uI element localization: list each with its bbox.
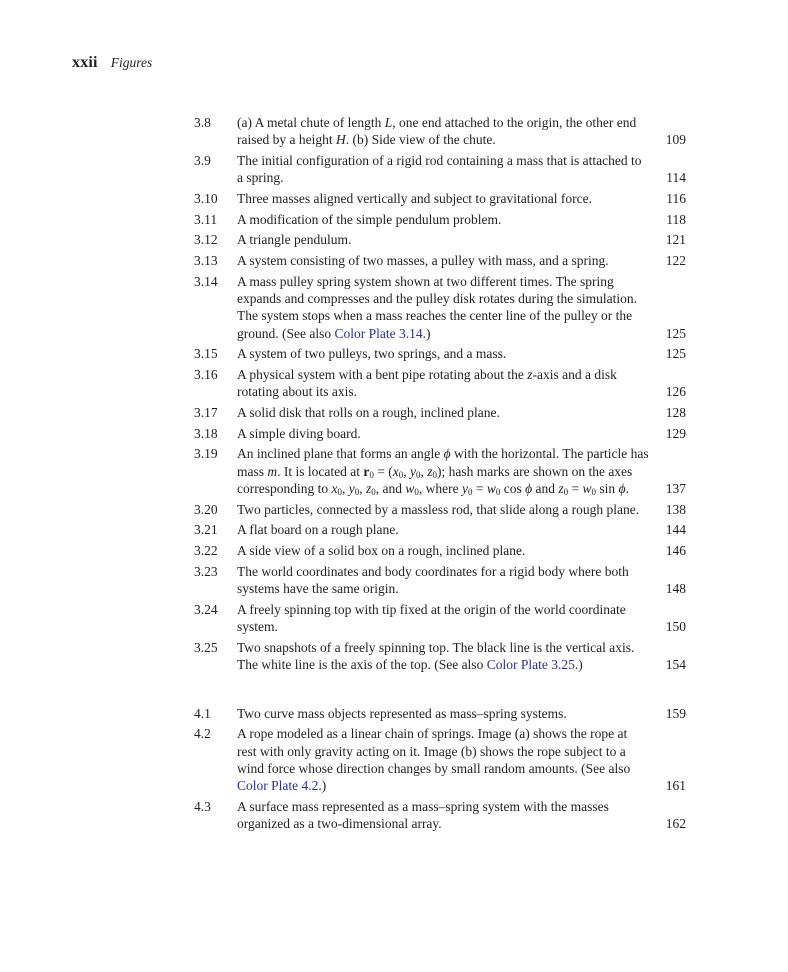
figure-entry [194,231,686,248]
figure-entry [194,798,686,833]
figure-caption: A simple diving board. [237,425,361,441]
figure-entry [194,273,686,342]
figure-entry [194,639,686,674]
figure-entry [194,705,686,722]
figure-caption: A rope modeled as a linear chain of springs. Image (a) shows the rope at rest with only gravity acting on it. Image (b) shows the rope subject to a wind force whose direction changes by small random amounts. (See also Color Plate 4.2.) [237,726,631,794]
figure-caption: Two snapshots of a freely spinning top. The black line is the vertical axis. The white line is the axis of the top. (See also Color Plate 3.25.) [237,639,635,672]
figure-caption: Three masses aligned vertically and subject to gravitational force. [237,190,592,206]
figure-page-number: 129 [665,425,686,441]
figure-entry [194,114,686,149]
figure-caption: A system of two pulleys, two springs, and a mass. [237,346,507,362]
figure-entry [194,601,686,636]
figure-entry [194,404,686,421]
figure-caption: Two curve mass objects represented as mass–spring systems. [237,705,567,721]
figure-entry [194,425,686,442]
figure-caption: (a) A metal chute of length L, one end attached to the origin, the other end raised by a height H. (b) Side view of the chute. [237,115,637,148]
chapter-gap [194,677,686,705]
figure-entry [194,521,686,538]
figure-page-number: 122 [665,253,686,269]
figure-entry [194,501,686,518]
figure-caption: A flat board on a rough plane. [237,522,399,538]
figure-entry [194,445,686,497]
figure-page-number: 121 [665,232,686,248]
figure-number: 3.21 [194,522,218,538]
figure-number: 3.15 [194,346,218,362]
figure-entry [194,252,686,269]
figure-number: 3.8 [194,115,211,130]
figure-page-number: 148 [665,580,686,596]
figure-caption: The world coordinates and body coordinates for a rigid body where both systems have the same origin. [237,563,629,596]
figure-list [194,114,686,836]
figure-entry [194,152,686,187]
figure-page-number: 116 [666,190,686,206]
figure-number: 3.24 [194,601,218,617]
figure-number: 4.1 [194,705,211,721]
figure-page-number: 118 [666,211,686,227]
figure-number: 3.9 [194,152,211,168]
running-title: Figures [110,55,153,70]
color-plate-link[interactable]: Color Plate 3.25 [486,656,575,672]
figure-page-number: 114 [666,170,686,186]
figure-entry [194,211,686,228]
figure-page-number: 154 [665,656,686,672]
figure-entry [194,190,686,207]
figure-caption: A triangle pendulum. [237,232,352,248]
figure-number: 3.18 [194,425,218,441]
figure-page-number: 128 [665,404,686,420]
figure-number: 3.17 [194,404,218,420]
figure-caption: A physical system with a bent pipe rotating about the z-axis and a disk rotating about its axis. [237,366,617,400]
figure-caption: A mass pulley spring system shown at two different times. The spring expands and compresses and the pulley disk rotates during the simulation. The system stops when a mass reaches the center line of the pulley or the ground. (See also Color Plate 3.14.) [237,273,638,341]
figure-page-number: 144 [665,522,686,538]
page-header [72,54,152,72]
figure-page-number: 109 [665,132,686,148]
figure-caption: A modification of the simple pendulum problem. [237,211,502,227]
figure-number: 3.14 [194,273,218,289]
figure-entry [194,345,686,362]
figure-page-number: 126 [665,384,686,400]
figure-number: 3.23 [194,563,218,579]
figure-number: 3.13 [194,253,218,269]
figure-caption: An inclined plane that forms an angle ϕ with the horizontal. The particle has mass m. It is located at $r_0 = (x_0$, $y_0$, $z_0$); hash marks are shown on the axes corresponding to $x_0$, $y_0$, $z_0$, and $w_0$, where $y_0 = w_0$ cos ϕ and $z_0 = w_0$ sin ϕ. [237,446,649,497]
figure-entry [194,542,686,559]
figure-caption: A freely spinning top with tip fixed at the origin of the world coordinate system. [237,601,626,634]
figure-number: 4.3 [194,798,211,814]
figure-number: 3.10 [194,190,218,206]
figure-number: 3.11 [194,211,218,227]
figure-page-number: 137 [665,480,686,496]
color-plate-link[interactable]: Color Plate 4.2 [237,778,319,794]
page-number: xxii [72,54,98,71]
figure-page-number: 159 [665,705,686,721]
figure-caption: A surface mass represented as a mass–spring system with the masses organized as a two-dimensional array. [237,798,609,832]
figure-number: 3.20 [194,501,218,517]
figure-page-number: 146 [665,543,686,558]
figure-number: 3.19 [194,446,218,462]
figure-page-number: 125 [665,325,686,341]
figure-number: 4.2 [194,726,211,742]
figure-page-number: 162 [665,816,686,832]
figure-entry [194,366,686,401]
figure-entry [194,563,686,598]
figure-caption: Two particles, connected by a massless rod, that slide along a rough plane. [237,501,640,517]
figure-page-number: 138 [665,501,686,517]
figure-number: 3.22 [194,543,218,558]
figure-caption: A system consisting of two masses, a pulley with mass, and a spring. [237,253,609,269]
figure-entry [194,725,686,794]
figure-page-number: 150 [665,618,686,634]
figure-number: 3.16 [194,366,218,382]
figure-page-number: 125 [665,346,686,362]
figure-caption: The initial configuration of a rigid rod containing a mass that is attached to a spring. [237,152,642,186]
figure-number: 3.12 [194,232,218,248]
color-plate-link[interactable]: Color Plate 3.14 [334,325,423,341]
figure-caption: A side view of a solid box on a rough, inclined plane. [237,543,526,558]
figure-number: 3.25 [194,639,218,655]
figure-caption: A solid disk that rolls on a rough, inclined plane. [237,404,500,420]
figure-page-number: 161 [665,778,686,794]
